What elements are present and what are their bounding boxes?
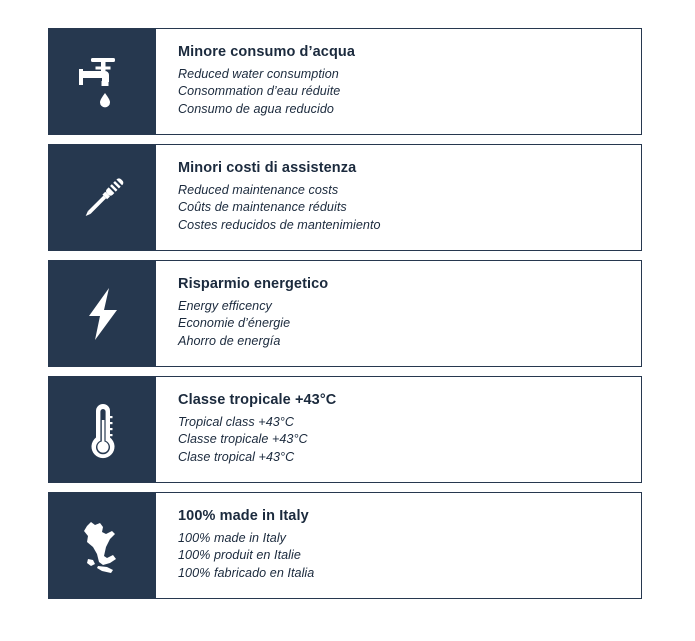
italy-map-icon <box>71 514 135 578</box>
feature-icon-cell <box>49 261 156 366</box>
feature-title: Minore consumo d’acqua <box>178 44 356 60</box>
feature-translation: 100% produit en Italie <box>178 548 301 563</box>
feature-text-cell <box>156 29 641 134</box>
feature-text-cell <box>156 261 641 366</box>
feature-icon-cell <box>49 145 156 250</box>
thermometer-icon <box>71 398 135 462</box>
feature-translation: Consumo de agua reducido <box>178 102 334 117</box>
feature-title: 100% made in Italy <box>178 508 309 524</box>
feature-row <box>48 492 642 599</box>
feature-translation: Economie d’énergie <box>178 316 291 331</box>
feature-translation: Clase tropical +43°C <box>178 450 295 465</box>
feature-icon-cell <box>49 493 156 598</box>
feature-translation: 100% fabricado en Italia <box>178 566 315 581</box>
feature-text-cell <box>156 145 641 250</box>
screwdriver-icon <box>71 166 135 230</box>
lightning-bolt-icon <box>71 282 135 346</box>
feature-translation: Energy efficency <box>178 298 272 313</box>
feature-title: Risparmio energetico <box>178 276 329 292</box>
feature-translation: Reduced water consumption <box>178 66 339 81</box>
feature-row <box>48 28 642 135</box>
feature-translation: 100% made in Italy <box>178 530 287 545</box>
feature-translation: Consommation d’eau réduite <box>178 84 341 99</box>
feature-title: Minori costi di assistenza <box>178 160 357 176</box>
feature-row <box>48 144 642 251</box>
feature-translation: Ahorro de energía <box>178 334 281 349</box>
feature-icon-cell <box>49 377 156 482</box>
feature-text-cell <box>156 377 641 482</box>
feature-row <box>48 260 642 367</box>
feature-translation: Tropical class +43°C <box>178 414 295 429</box>
feature-translation: Reduced maintenance costs <box>178 182 339 197</box>
feature-translation: Costes reducidos de mantenimiento <box>178 218 381 233</box>
feature-translation: Coûts de maintenance réduits <box>178 200 347 215</box>
feature-icon-cell <box>49 29 156 134</box>
feature-text-cell <box>156 493 641 598</box>
feature-title: Classe tropicale +43°C <box>178 392 337 408</box>
feature-row <box>48 376 642 483</box>
faucet-icon <box>71 50 135 114</box>
feature-list <box>48 28 642 608</box>
feature-translation: Classe tropicale +43°C <box>178 432 308 447</box>
